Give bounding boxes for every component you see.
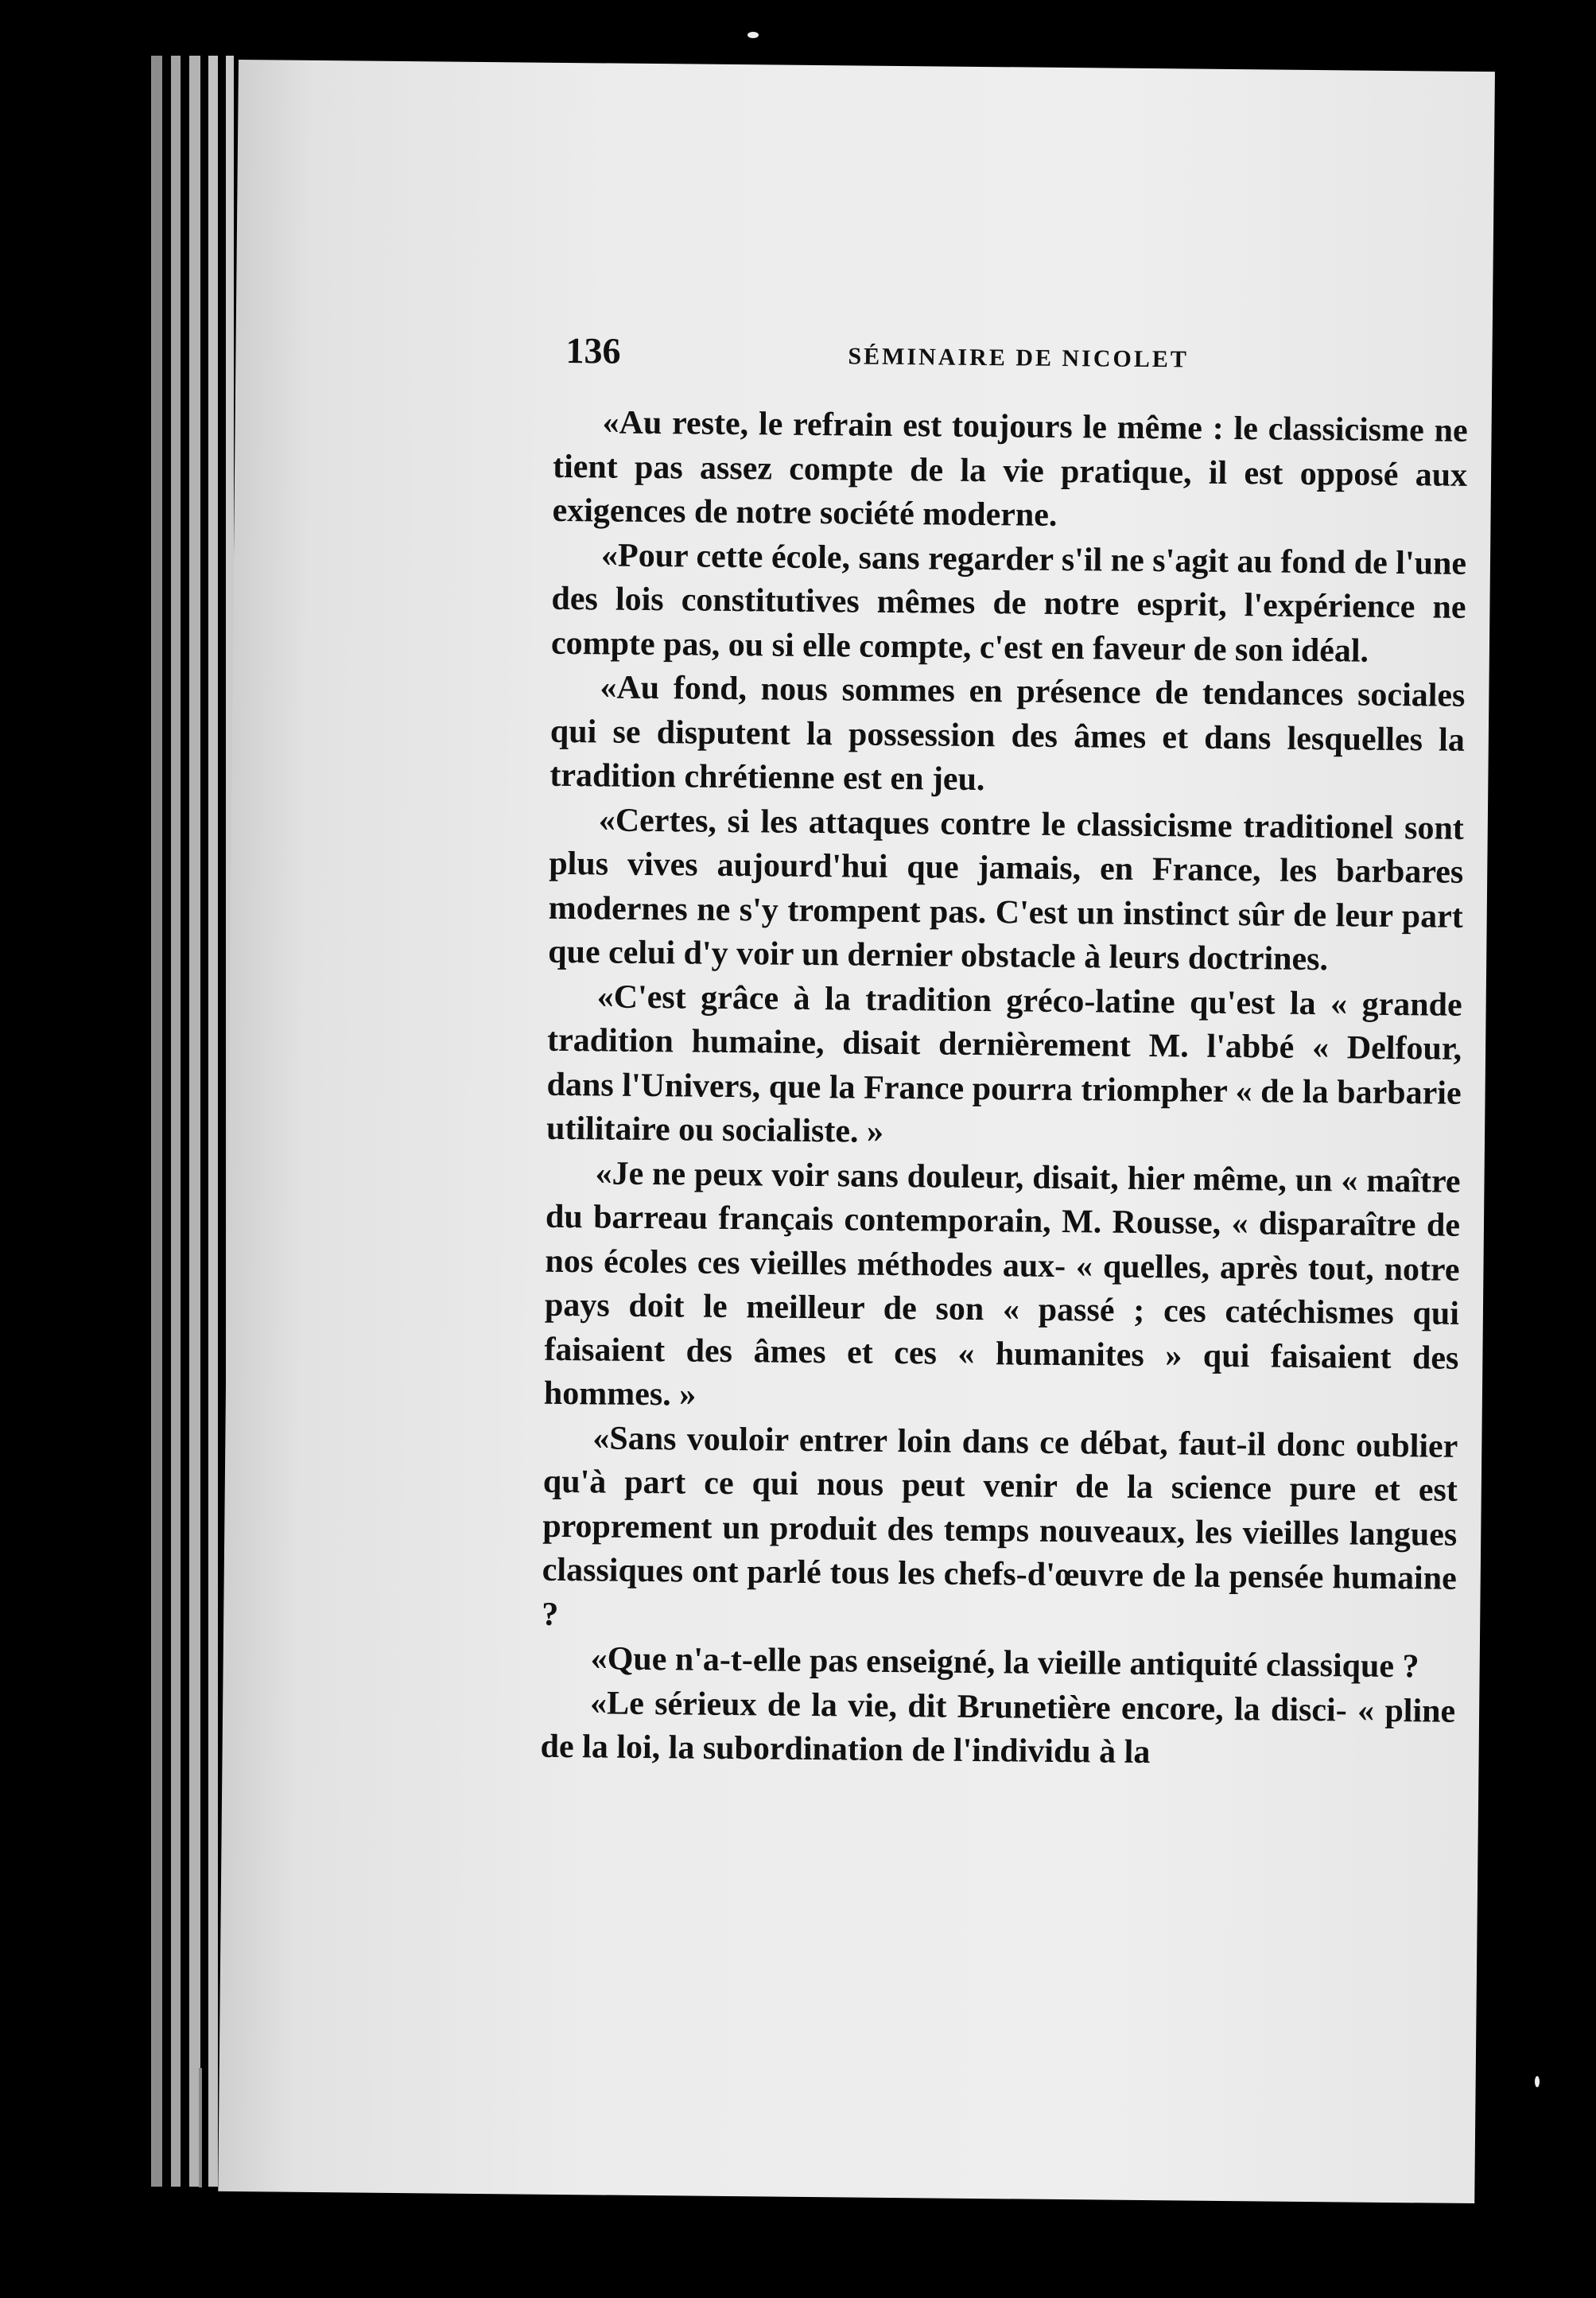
page-edge bbox=[199, 2068, 202, 2187]
paragraph: «Je ne peux voir sans douleur, disait, hier même, un « maître du barreau français contemporain, M. Rousse, « disparaître de nos écoles ces vieilles méthodes aux- « quelles, après tout, notre pays doit le meilleur de son « passé ; ces catéchismes qui faisaient des âmes et ces « humanites » qui faisaient des hommes. » bbox=[543, 1154, 1461, 1413]
paragraph: «Que n'a-t-elle pas enseigné, la vieille antiquité classique ? bbox=[590, 1640, 1419, 1686]
paragraph: «Au fond, nous sommes en présence de tendances sociales qui se disputent la possession des âmes et dans lesquelles la tradition chrétienne est en jeu. bbox=[549, 669, 1466, 799]
page-edge bbox=[208, 56, 218, 2187]
scan-speck bbox=[1535, 2076, 1540, 2087]
body-text bbox=[540, 401, 1467, 1778]
paragraph: «Pour cette école, sans regarder s'il ne s'agit au fond de l'une des lois constitutives mêmes de notre esprit, l'expérience ne compte pas, ou si elle compte, c'est en faveur de son idéal. bbox=[550, 536, 1467, 670]
paragraph: «Le sérieux de la vie, dit Brunetière encore, la disci- « pline de la loi, la subordination de l'individu à la bbox=[540, 1684, 1456, 1771]
scan-speck bbox=[748, 32, 759, 38]
book-page bbox=[218, 60, 1495, 2203]
paragraph: «Au reste, le refrain est toujours le même : le classicisme ne tient pas assez compte de la vie pratique, il est opposé aux exigences de notre société moderne. bbox=[552, 404, 1468, 534]
page-edge bbox=[151, 56, 162, 2187]
paragraph: «C'est grâce à la tradition gréco-latine qu'est la « grande tradition humaine, disait dernièrement M. l'abbé « Delfour, dans l'Univers, que la France pourra triompher « de la barbarie utilitaire ou socialiste. » bbox=[546, 978, 1462, 1150]
running-title: SÉMINAIRE DE NICOLET bbox=[848, 343, 1190, 373]
page-number: 136 bbox=[565, 329, 621, 371]
page-edge bbox=[189, 56, 200, 2187]
paragraph: «Certes, si les attaques contre le classicisme traditionel sont plus vives aujourd'hui que jamais, en France, les barbares modernes ne s'y trompent pas. C'est un instinct sûr de leur part que celui d'y voir un dernier obstacle à leurs doctrines. bbox=[548, 801, 1465, 978]
paragraph: «Sans vouloir entrer loin dans ce débat, faut-il donc oublier qu'à part ce qui nous peut venir de la science pure et est proprement un produit des temps nouveaux, les vieilles langues classiques ont parlé tous les chefs-d'œuvre de la pensée humaine ? bbox=[542, 1419, 1458, 1633]
page-header bbox=[565, 329, 1441, 386]
page-edge bbox=[171, 56, 181, 2187]
